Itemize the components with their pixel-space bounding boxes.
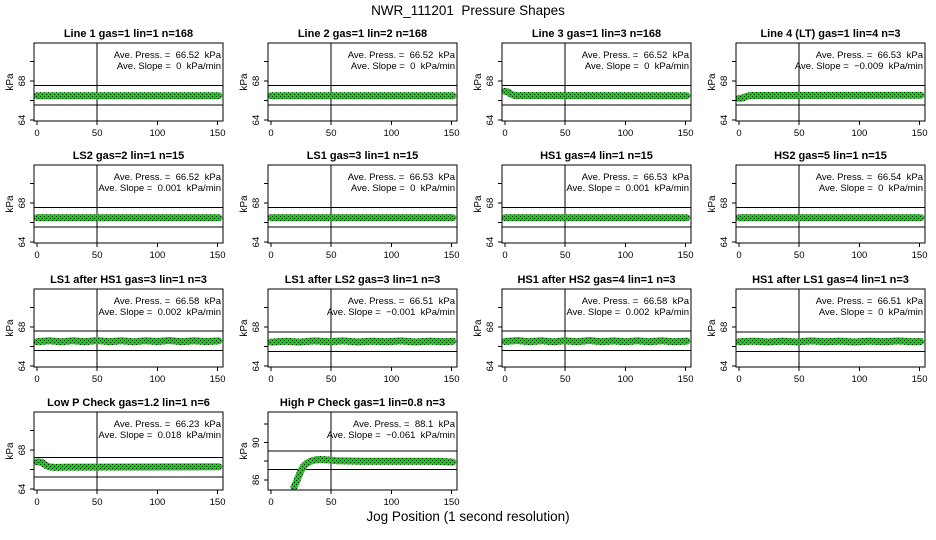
x-tick-label: 100 <box>149 497 166 508</box>
subplot-11 <box>473 274 694 385</box>
y-tick-label: 64 <box>17 236 28 248</box>
x-tick-label: 50 <box>91 374 103 385</box>
x-tick-label: 150 <box>443 250 460 261</box>
x-tick-label: 100 <box>383 374 400 385</box>
annotation-ave-press: Ave. Press. = 66.53 kPa <box>347 172 455 183</box>
annotation-ave-slope: Ave. Slope = 0 kPa/min <box>584 61 689 72</box>
subplot-title: HS1 gas=4 lin=1 n=15 <box>540 150 653 162</box>
subplot-title: Low P Check gas=1.2 lin=1 n=6 <box>47 397 210 409</box>
y-axis-unit-label: kPa <box>5 442 16 460</box>
y-tick-label: 64 <box>719 236 730 248</box>
annotation-ave-press: Ave. Press. = 66.52 kPa <box>347 50 455 61</box>
data-series <box>739 95 921 98</box>
x-tick-label: 150 <box>911 250 928 261</box>
x-tick-label: 100 <box>149 128 166 139</box>
y-tick-label: 68 <box>17 321 28 333</box>
subplot-title: Line 4 (LT) gas=1 lin=4 n=3 <box>760 28 901 40</box>
x-tick-label: 100 <box>617 250 634 261</box>
annotation-ave-slope: Ave. Slope = 0 kPa/min <box>818 307 923 318</box>
x-tick-label: 50 <box>325 250 337 261</box>
x-axis-label: Jog Position (1 second resolution) <box>366 509 570 524</box>
x-tick-label: 0 <box>268 497 274 508</box>
x-tick-label: 150 <box>209 128 226 139</box>
subplot-7 <box>473 150 694 261</box>
y-axis-unit-label: kPa <box>707 319 718 337</box>
subplot-1 <box>5 28 226 139</box>
subplot-8 <box>707 150 928 261</box>
y-tick-label: 64 <box>17 483 28 495</box>
subplot-9 <box>5 274 226 385</box>
x-tick-label: 0 <box>268 128 274 139</box>
x-tick-label: 150 <box>209 250 226 261</box>
data-series <box>37 462 219 468</box>
annotation-ave-slope: Ave. Slope = −0.001 kPa/min <box>326 307 455 318</box>
x-tick-label: 50 <box>91 250 103 261</box>
x-tick-label: 0 <box>268 374 274 385</box>
x-tick-label: 150 <box>209 497 226 508</box>
subplot-14 <box>239 397 460 508</box>
x-tick-label: 50 <box>91 497 103 508</box>
annotation-ave-slope: Ave. Slope = 0.002 kPa/min <box>566 307 689 318</box>
x-tick-label: 150 <box>911 128 928 139</box>
x-tick-label: 0 <box>34 250 40 261</box>
annotation-ave-press: Ave. Press. = 66.58 kPa <box>581 296 689 307</box>
x-tick-label: 100 <box>149 250 166 261</box>
subplot-5 <box>5 150 226 261</box>
y-tick-label: 68 <box>17 197 28 209</box>
y-axis-unit-label: kPa <box>239 73 250 91</box>
x-tick-label: 0 <box>34 128 40 139</box>
subplot-title: HS1 after HS2 gas=4 lin=1 n=3 <box>517 274 676 286</box>
y-tick-label: 68 <box>485 197 496 209</box>
x-tick-label: 50 <box>793 250 805 261</box>
y-axis-unit-label: kPa <box>707 73 718 91</box>
subplot-title: LS1 gas=3 lin=1 n=15 <box>306 150 419 162</box>
x-tick-label: 150 <box>911 374 928 385</box>
annotation-ave-press: Ave. Press. = 66.52 kPa <box>581 50 689 61</box>
x-tick-label: 0 <box>502 250 508 261</box>
annotation-ave-slope: Ave. Slope = 0 kPa/min <box>350 61 455 72</box>
y-axis-unit-label: kPa <box>239 195 250 213</box>
x-tick-label: 100 <box>617 374 634 385</box>
y-tick-label: 64 <box>17 114 28 126</box>
x-tick-label: 150 <box>443 497 460 508</box>
annotation-ave-slope: Ave. Slope = 0.001 kPa/min <box>98 183 221 194</box>
figure-title: NWR_111201 Pressure Shapes <box>371 3 565 18</box>
y-tick-label: 68 <box>251 197 262 209</box>
annotation-ave-slope: Ave. Slope = 0.018 kPa/min <box>98 430 221 441</box>
annotation-ave-slope: Ave. Slope = 0.001 kPa/min <box>566 183 689 194</box>
annotation-ave-press: Ave. Press. = 66.54 kPa <box>815 172 923 183</box>
annotation-ave-slope: Ave. Slope = −0.009 kPa/min <box>794 61 923 72</box>
x-tick-label: 50 <box>325 128 337 139</box>
annotation-ave-press: Ave. Press. = 66.51 kPa <box>347 296 455 307</box>
x-tick-label: 150 <box>677 250 694 261</box>
x-tick-label: 150 <box>677 128 694 139</box>
x-tick-label: 50 <box>793 128 805 139</box>
x-tick-label: 100 <box>149 374 166 385</box>
y-tick-label: 64 <box>485 360 496 372</box>
y-tick-label: 68 <box>719 321 730 333</box>
subplot-title: LS1 after HS1 gas=3 lin=1 n=3 <box>50 274 207 286</box>
y-tick-label: 64 <box>485 114 496 126</box>
annotation-ave-press: Ave. Press. = 66.51 kPa <box>815 296 923 307</box>
annotation-ave-slope: Ave. Slope = 0 kPa/min <box>818 183 923 194</box>
y-axis-unit-label: kPa <box>707 195 718 213</box>
annotation-ave-press: Ave. Press. = 66.23 kPa <box>113 419 221 430</box>
y-tick-label: 68 <box>485 321 496 333</box>
x-tick-label: 100 <box>851 128 868 139</box>
x-tick-label: 0 <box>34 497 40 508</box>
y-tick-label: 68 <box>719 75 730 87</box>
y-tick-label: 64 <box>17 360 28 372</box>
subplot-title: HS2 gas=5 lin=1 n=15 <box>774 150 887 162</box>
y-tick-label: 64 <box>251 360 262 372</box>
annotation-ave-press: Ave. Press. = 88.1 kPa <box>352 419 455 430</box>
annotation-ave-slope: Ave. Slope = −0.061 kPa/min <box>326 430 455 441</box>
x-tick-label: 0 <box>502 374 508 385</box>
y-axis-unit-label: kPa <box>473 73 484 91</box>
subplot-3 <box>473 28 694 139</box>
subplot-title: LS1 after LS2 gas=3 lin=1 n=3 <box>284 274 441 286</box>
subplot-title: LS2 gas=2 lin=1 n=15 <box>72 150 185 162</box>
annotation-ave-press: Ave. Press. = 66.52 kPa <box>113 172 221 183</box>
y-axis-unit-label: kPa <box>473 195 484 213</box>
y-tick-label: 64 <box>485 236 496 248</box>
x-tick-label: 100 <box>383 128 400 139</box>
x-tick-label: 50 <box>325 497 337 508</box>
y-axis-unit-label: kPa <box>5 319 16 337</box>
y-axis-unit-label: kPa <box>473 319 484 337</box>
x-tick-label: 100 <box>617 128 634 139</box>
y-axis-unit-label: kPa <box>239 319 250 337</box>
x-tick-label: 100 <box>851 250 868 261</box>
annotation-ave-press: Ave. Press. = 66.58 kPa <box>113 296 221 307</box>
y-tick-label: 64 <box>251 114 262 126</box>
subplot-12 <box>707 274 928 385</box>
data-series <box>37 341 219 342</box>
y-axis-unit-label: kPa <box>239 442 250 460</box>
x-tick-label: 50 <box>793 374 805 385</box>
annotation-ave-press: Ave. Press. = 66.53 kPa <box>815 50 923 61</box>
data-series <box>505 341 687 342</box>
x-tick-label: 0 <box>268 250 274 261</box>
x-tick-label: 150 <box>443 374 460 385</box>
subplot-title: High P Check gas=1 lin=0.8 n=3 <box>279 397 446 409</box>
y-tick-label: 64 <box>719 360 730 372</box>
subplot-13 <box>5 397 226 508</box>
x-tick-label: 0 <box>736 250 742 261</box>
data-series <box>739 341 921 342</box>
x-tick-label: 50 <box>91 128 103 139</box>
subplot-10 <box>239 274 460 385</box>
y-tick-label: 68 <box>251 321 262 333</box>
y-tick-label: 68 <box>17 75 28 87</box>
x-tick-label: 0 <box>736 374 742 385</box>
x-tick-label: 0 <box>502 128 508 139</box>
y-tick-label: 64 <box>719 114 730 126</box>
x-tick-label: 0 <box>736 128 742 139</box>
y-tick-label: 64 <box>251 236 262 248</box>
x-tick-label: 150 <box>677 374 694 385</box>
x-tick-label: 50 <box>325 374 337 385</box>
subplot-2 <box>239 28 460 139</box>
data-series <box>505 91 687 96</box>
x-tick-label: 50 <box>559 374 571 385</box>
y-tick-label: 68 <box>17 444 28 456</box>
annotation-ave-press: Ave. Press. = 66.52 kPa <box>113 50 221 61</box>
subplot-title: Line 1 gas=1 lin=1 n=168 <box>63 28 194 40</box>
y-tick-label: 90 <box>251 437 262 448</box>
x-tick-label: 100 <box>383 250 400 261</box>
annotation-ave-slope: Ave. Slope = 0.002 kPa/min <box>98 307 221 318</box>
y-axis-unit-label: kPa <box>5 73 16 91</box>
y-tick-label: 86 <box>251 474 262 486</box>
x-tick-label: 150 <box>209 374 226 385</box>
x-tick-label: 50 <box>559 128 571 139</box>
subplot-title: Line 2 gas=1 lin=2 n=168 <box>297 28 428 40</box>
x-tick-label: 150 <box>443 128 460 139</box>
x-tick-label: 100 <box>383 497 400 508</box>
y-tick-label: 68 <box>251 75 262 87</box>
annotation-ave-press: Ave. Press. = 66.53 kPa <box>581 172 689 183</box>
y-axis-unit-label: kPa <box>5 195 16 213</box>
x-tick-label: 100 <box>851 374 868 385</box>
y-tick-label: 68 <box>719 197 730 209</box>
data-series <box>294 460 453 488</box>
subplot-grid <box>5 28 928 508</box>
annotation-ave-slope: Ave. Slope = 0 kPa/min <box>116 61 221 72</box>
y-tick-label: 68 <box>485 75 496 87</box>
x-tick-label: 50 <box>559 250 571 261</box>
x-tick-label: 0 <box>34 374 40 385</box>
subplot-4 <box>707 28 928 139</box>
data-series <box>271 341 453 342</box>
annotation-ave-slope: Ave. Slope = 0 kPa/min <box>350 183 455 194</box>
subplot-title: Line 3 gas=1 lin=3 n=168 <box>531 28 662 40</box>
subplot-6 <box>239 150 460 261</box>
subplot-title: HS1 after LS1 gas=4 lin=1 n=3 <box>752 274 909 286</box>
